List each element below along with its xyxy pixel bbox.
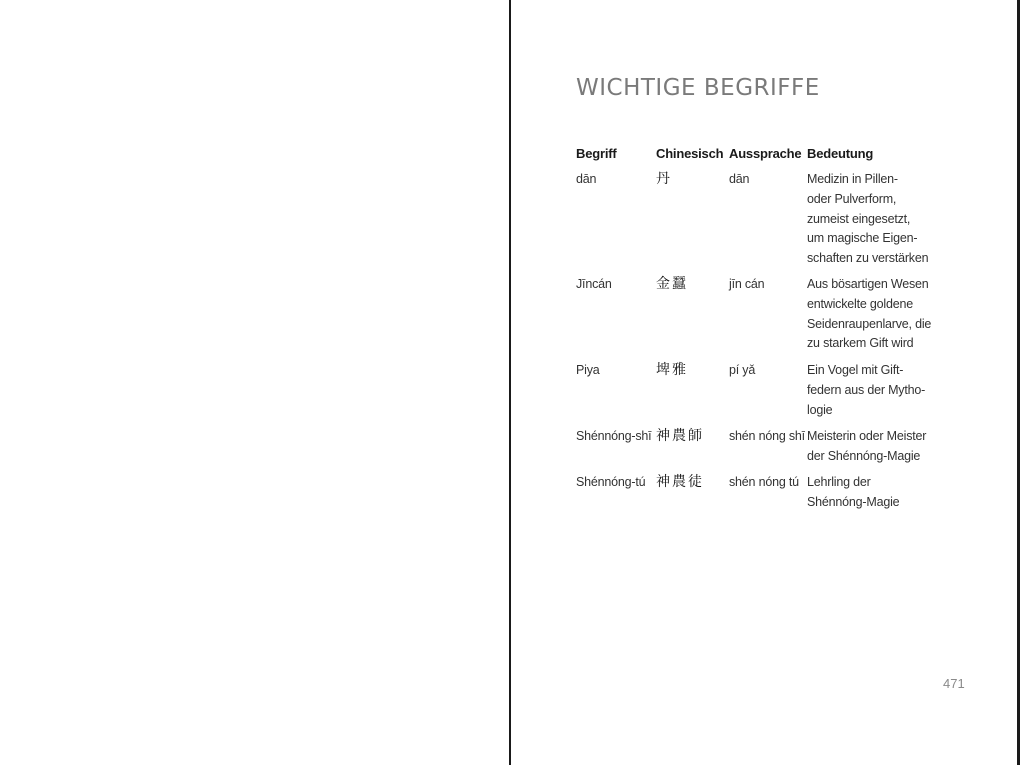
chinese-cell: 神農徒 [656, 474, 704, 490]
meaning-cell [807, 361, 925, 420]
term-cell: Shénnóng-tú [576, 475, 646, 489]
meaning-line: der Shénnóng-Magie [807, 448, 921, 463]
meaning-line: Medizin in Pillen- [807, 172, 898, 186]
meaning-line: Seidenraupenlarve, die [807, 316, 932, 331]
pronunciation-cell: shén nóng tú [729, 475, 799, 489]
meaning-line: um magische Eigen- [807, 231, 918, 246]
meaning-cell [807, 473, 899, 513]
pronunciation-cell: pí yǎ [729, 363, 756, 377]
meaning-line: zumeist eingesetzt, [807, 211, 911, 226]
term-cell: Piya [576, 363, 600, 377]
meaning-line: entwickelte goldene [807, 296, 913, 311]
chinese-cell: 神農師 [656, 428, 704, 444]
meaning-line: oder Pulverform, [807, 191, 897, 206]
pronunciation-cell: shén nóng shī [729, 429, 805, 443]
chinese-cell: 金蠶 [656, 276, 688, 292]
meaning-cell [807, 275, 931, 354]
column-header-term: Begriff [576, 146, 617, 161]
column-header-pronunciation: Aussprache [729, 146, 802, 161]
term-cell: Jīncán [576, 277, 612, 291]
page-title: WICHTIGE BEGRIFFE [576, 75, 820, 101]
column-header-chinese: Chinesisch [656, 146, 724, 161]
meaning-line: Ein Vogel mit Gift- [807, 363, 904, 377]
pronunciation-cell: jīn cán [729, 277, 765, 291]
pronunciation-cell: dān [729, 172, 750, 186]
column-header-meaning: Bedeutung [807, 146, 874, 161]
meaning-line: Meisterin oder Meister [807, 429, 927, 443]
meaning-cell [807, 427, 926, 467]
meaning-line: logie [807, 402, 833, 417]
chinese-cell: 埤雅 [656, 362, 688, 378]
meaning-line: Aus bösartigen Wesen [807, 277, 929, 291]
chinese-cell: 丹 [656, 171, 672, 187]
right-page [511, 0, 1017, 765]
meaning-line: Lehrling der [807, 475, 871, 489]
meaning-line: zu starkem Gift wird [807, 336, 914, 351]
page-number: 471 [943, 676, 965, 691]
term-cell: dān [576, 172, 597, 186]
meaning-line: Shénnóng-Magie [807, 494, 900, 509]
term-cell: Shénnóng-shī [576, 429, 652, 443]
meaning-cell [807, 170, 928, 269]
meaning-line: schaften zu verstärken [807, 251, 929, 266]
meaning-line: federn aus der Mytho- [807, 382, 926, 397]
